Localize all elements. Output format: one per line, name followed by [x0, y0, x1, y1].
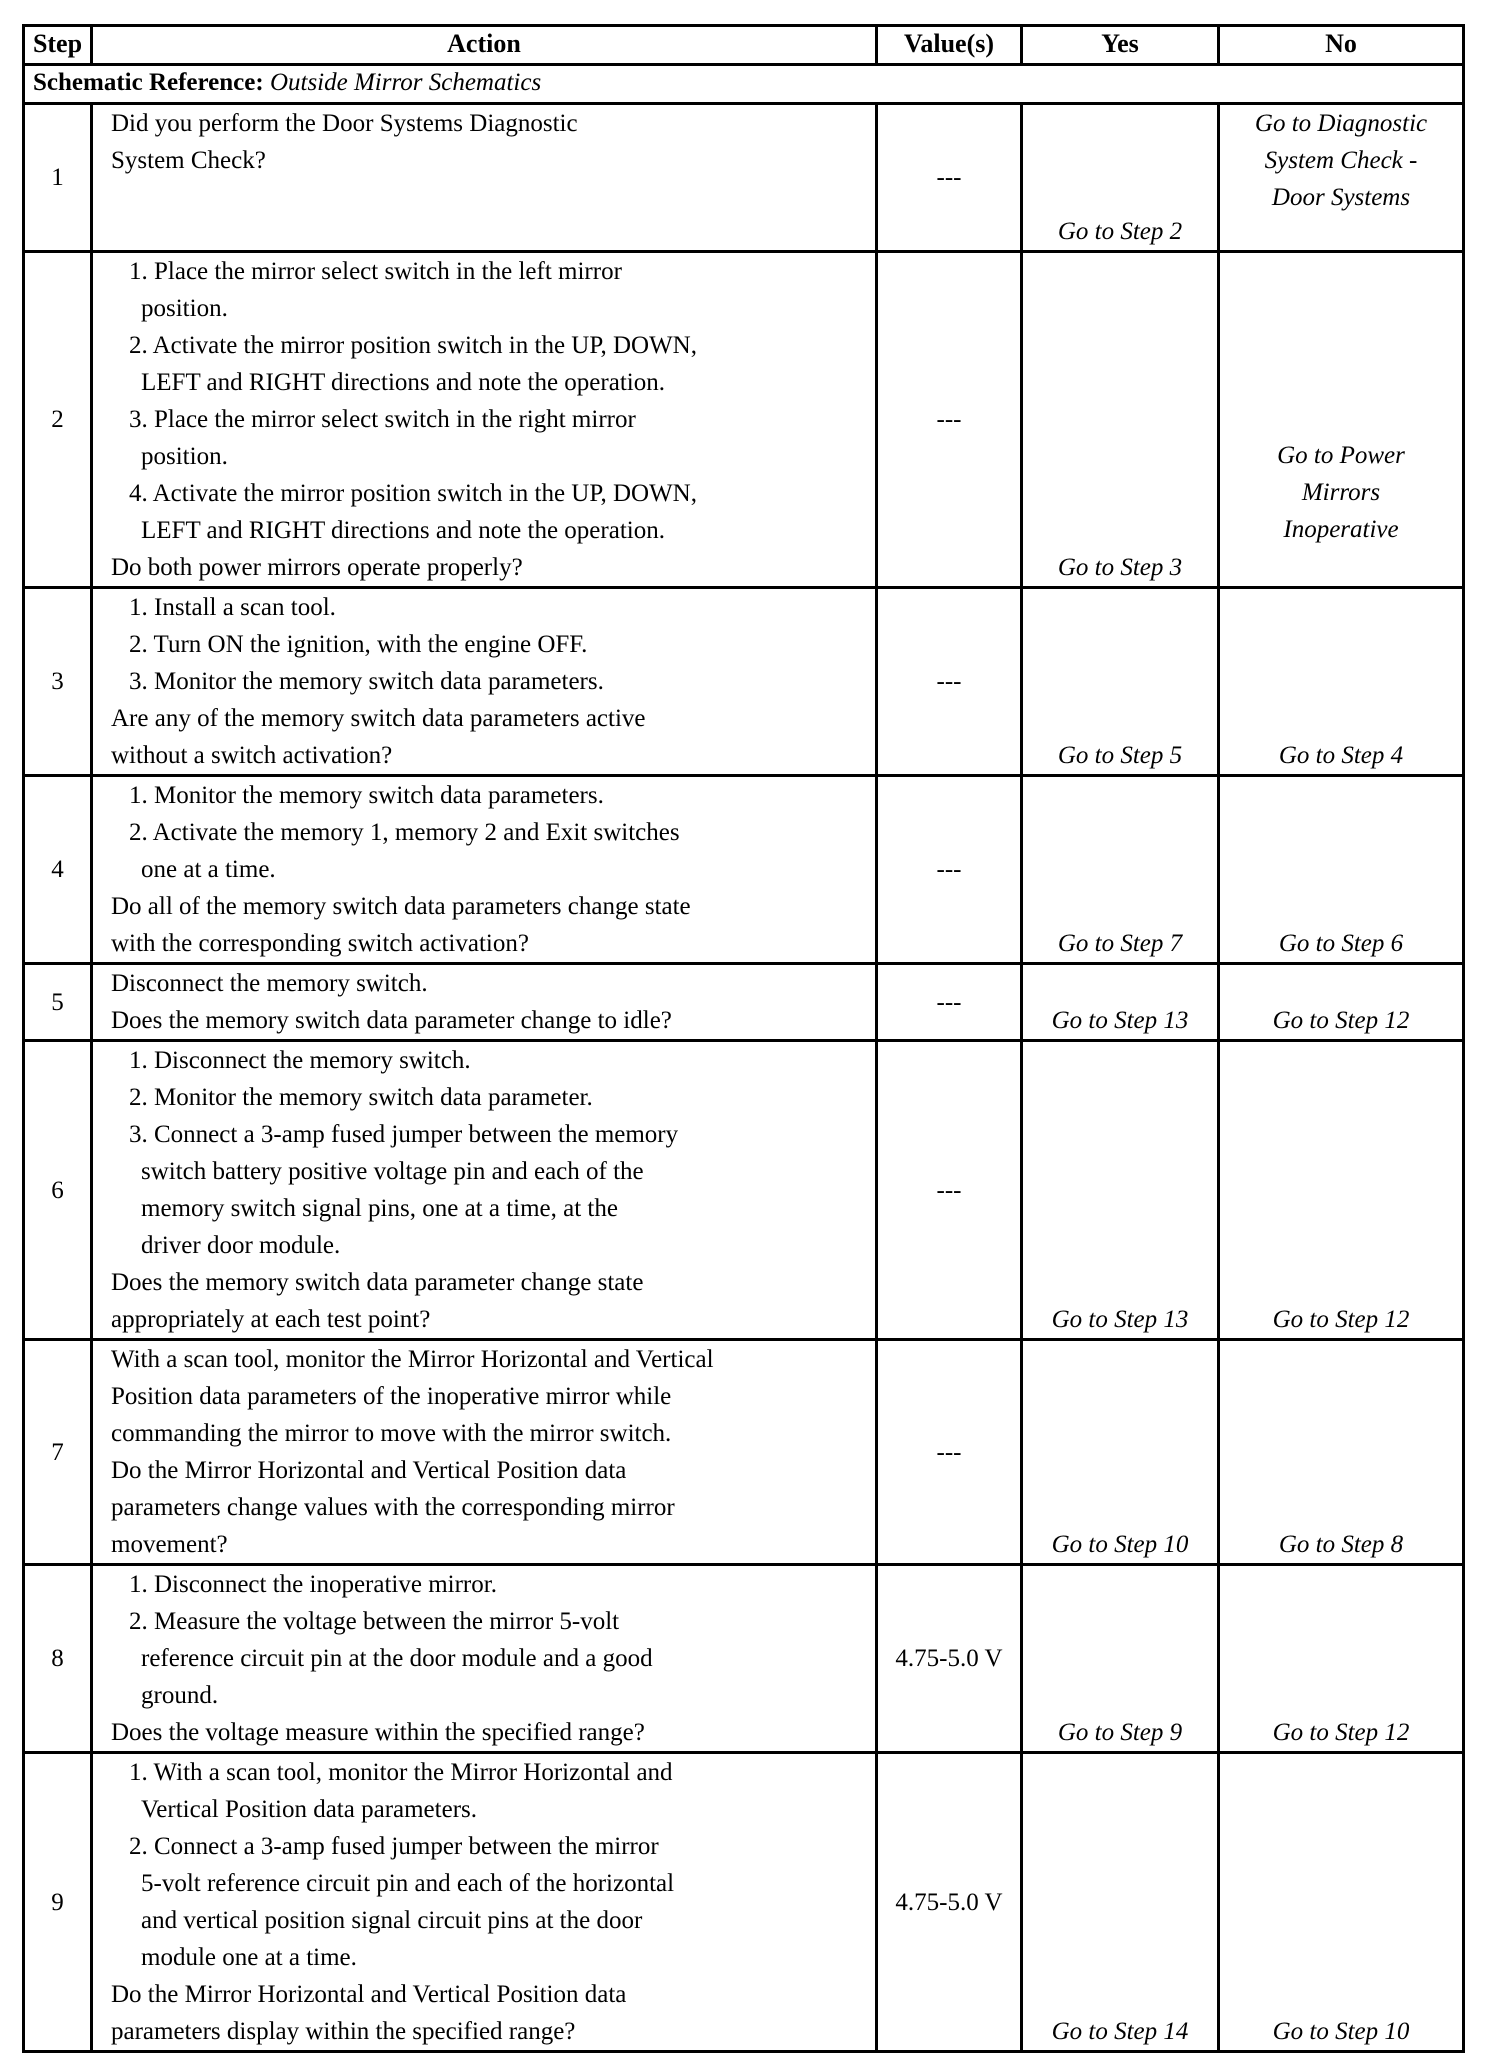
yes-link[interactable]: Go to Step 5 — [1057, 742, 1183, 769]
yes-link[interactable]: Go to Step 14 — [1051, 2018, 1189, 2045]
table-row — [24, 1340, 1464, 1565]
header-action: Action — [92, 26, 877, 65]
action-question: appropriately at each test point? — [111, 1306, 431, 1333]
step-number: 2 — [24, 252, 92, 588]
yes-cell — [1022, 1340, 1219, 1565]
action-line: commanding the mirror to move with the mirror switch. — [111, 1420, 672, 1447]
action-step-item: 1. Disconnect the memory switch. — [129, 1047, 471, 1074]
action-step-item: 2. Connect a 3-amp fused jumper between the mirror — [129, 1833, 659, 1860]
schematic-reference — [24, 65, 1464, 104]
yes-cell — [1022, 588, 1219, 776]
no-link[interactable]: Go to Step 6 — [1278, 930, 1404, 957]
action-line: Does the memory switch data parameter change to idle? — [111, 1007, 672, 1034]
action-line: parameters change values with the corresponding mirror — [111, 1494, 675, 1521]
value-cell: --- — [877, 588, 1022, 776]
action-line: With a scan tool, monitor the Mirror Horizontal and Vertical — [111, 1346, 714, 1373]
no-link[interactable]: Go to Step 12 — [1272, 1719, 1410, 1746]
action-step-item: driver door module. — [141, 1232, 341, 1259]
yes-link[interactable]: Go to Step 9 — [1057, 1719, 1183, 1746]
action-step-item: 2. Activate the mirror position switch in the UP, DOWN, — [129, 332, 697, 359]
action-step-item: LEFT and RIGHT directions and note the operation. — [141, 369, 665, 396]
no-cell — [1219, 1340, 1464, 1565]
table-row — [24, 1565, 1464, 1753]
action-step-item: 5-volt reference circuit pin and each of the horizontal — [141, 1870, 675, 1897]
no-link[interactable] — [1220, 437, 1462, 548]
action-cell — [92, 964, 877, 1041]
schematic-link[interactable]: Outside Mirror Schematics — [269, 69, 542, 96]
no-link[interactable]: Go to Step 4 — [1278, 742, 1404, 769]
yes-link[interactable]: Go to Step 2 — [1057, 218, 1183, 245]
action-question: Does the memory switch data parameter change state — [111, 1269, 644, 1296]
no-link-line: Go to Power — [1277, 442, 1405, 469]
no-link-line: Door Systems — [1271, 184, 1411, 211]
action-step-item: reference circuit pin at the door module and a good — [141, 1645, 653, 1672]
header-row — [24, 26, 1464, 65]
no-link[interactable]: Go to Step 12 — [1272, 1306, 1410, 1333]
value-cell: --- — [877, 776, 1022, 964]
action-step-item: position. — [141, 295, 228, 322]
yes-cell — [1022, 1565, 1219, 1753]
value-cell: --- — [877, 104, 1022, 252]
action-step-item: 3. Connect a 3-amp fused jumper between the memory — [129, 1121, 679, 1148]
step-number: 3 — [24, 588, 92, 776]
action-line: Did you perform the Door Systems Diagnostic — [111, 110, 578, 137]
action-step-item: memory switch signal pins, one at a time, at the — [141, 1195, 618, 1222]
header-step: Step — [24, 26, 92, 65]
action-question: with the corresponding switch activation? — [111, 930, 529, 957]
table-row — [24, 1753, 1464, 2052]
action-step-item: LEFT and RIGHT directions and note the operation. — [141, 517, 665, 544]
value-cell: --- — [877, 252, 1022, 588]
no-cell — [1219, 1041, 1464, 1340]
yes-cell — [1022, 104, 1219, 252]
action-question: Do the Mirror Horizontal and Vertical Position data — [111, 1981, 627, 2008]
step-number: 9 — [24, 1753, 92, 2052]
action-line: System Check? — [111, 147, 266, 174]
no-link[interactable] — [1220, 105, 1462, 216]
no-cell — [1219, 964, 1464, 1041]
value-cell: --- — [877, 1041, 1022, 1340]
step-number: 6 — [24, 1041, 92, 1340]
action-question: Does the voltage measure within the specified range? — [111, 1719, 645, 1746]
no-link[interactable]: Go to Step 8 — [1278, 1531, 1404, 1558]
action-step-item: one at a time. — [141, 856, 276, 883]
action-step-item: module one at a time. — [141, 1944, 357, 1971]
header-yes: Yes — [1022, 26, 1219, 65]
action-step-item: 2. Monitor the memory switch data parameter. — [129, 1084, 593, 1111]
no-cell — [1219, 104, 1464, 252]
action-line: Disconnect the memory switch. — [111, 970, 428, 997]
yes-link[interactable]: Go to Step 7 — [1057, 930, 1183, 957]
yes-cell — [1022, 1753, 1219, 2052]
action-step-item: Vertical Position data parameters. — [141, 1796, 477, 1823]
action-question: Do both power mirrors operate properly? — [111, 554, 523, 581]
action-cell — [92, 1340, 877, 1565]
action-cell — [92, 252, 877, 588]
action-cell — [92, 776, 877, 964]
action-line: movement? — [111, 1531, 228, 1558]
action-cell — [92, 104, 877, 252]
action-cell — [92, 1753, 877, 2052]
action-step-item: ground. — [141, 1682, 219, 1709]
yes-cell — [1022, 776, 1219, 964]
action-step-item: 3. Monitor the memory switch data parameters. — [129, 668, 604, 695]
yes-cell — [1022, 252, 1219, 588]
action-line: Position data parameters of the inoperative mirror while — [111, 1383, 672, 1410]
action-step-item: 1. Disconnect the inoperative mirror. — [129, 1571, 497, 1598]
action-question: Are any of the memory switch data parameters active — [111, 705, 646, 732]
step-number: 7 — [24, 1340, 92, 1565]
no-link[interactable]: Go to Step 10 — [1272, 2018, 1410, 2045]
value-cell: --- — [877, 964, 1022, 1041]
table-row — [24, 104, 1464, 252]
step-number: 4 — [24, 776, 92, 964]
yes-link[interactable]: Go to Step 3 — [1057, 554, 1183, 581]
yes-cell — [1022, 1041, 1219, 1340]
no-link-line: System Check - — [1264, 147, 1418, 174]
no-cell — [1219, 776, 1464, 964]
yes-link[interactable]: Go to Step 13 — [1051, 1306, 1189, 1333]
no-cell — [1219, 588, 1464, 776]
no-cell — [1219, 1753, 1464, 2052]
action-step-item: 1. Install a scan tool. — [129, 594, 336, 621]
schematic-label: Schematic Reference: — [33, 69, 264, 96]
step-number: 1 — [24, 104, 92, 252]
no-link[interactable]: Go to Step 12 — [1272, 1007, 1410, 1034]
action-step-item: 1. Monitor the memory switch data parameters. — [129, 782, 604, 809]
diagnostic-table — [22, 24, 1465, 2053]
no-link-line: Inoperative — [1283, 516, 1399, 543]
action-step-item: switch battery positive voltage pin and each of the — [141, 1158, 644, 1185]
yes-link[interactable]: Go to Step 10 — [1051, 1531, 1189, 1558]
action-step-item: 1. Place the mirror select switch in the left mirror — [129, 258, 622, 285]
value-cell: 4.75-5.0 V — [877, 1753, 1022, 2052]
action-step-item: 2. Activate the memory 1, memory 2 and Exit switches — [129, 819, 680, 846]
value-cell: 4.75-5.0 V — [877, 1565, 1022, 1753]
action-question: Do all of the memory switch data parameters change state — [111, 893, 691, 920]
header-values: Value(s) — [877, 26, 1022, 65]
value-cell: --- — [877, 1340, 1022, 1565]
no-link-line: Mirrors — [1301, 479, 1381, 506]
action-step-item: 2. Turn ON the ignition, with the engine OFF. — [129, 631, 588, 658]
yes-cell — [1022, 964, 1219, 1041]
action-cell — [92, 1565, 877, 1753]
yes-link[interactable]: Go to Step 13 — [1051, 1007, 1189, 1034]
table-row — [24, 252, 1464, 588]
action-question: without a switch activation? — [111, 742, 393, 769]
action-cell — [92, 588, 877, 776]
action-step-item: 4. Activate the mirror position switch in the UP, DOWN, — [129, 480, 697, 507]
table-row — [24, 776, 1464, 964]
action-question: parameters display within the specified range? — [111, 2018, 576, 2045]
table-row — [24, 1041, 1464, 1340]
action-line: Do the Mirror Horizontal and Vertical Position data — [111, 1457, 627, 1484]
action-step-item: and vertical position signal circuit pins at the door — [141, 1907, 643, 1934]
step-number: 5 — [24, 964, 92, 1041]
schematic-reference-row — [24, 65, 1464, 104]
no-cell — [1219, 1565, 1464, 1753]
action-step-item: 1. With a scan tool, monitor the Mirror Horizontal and — [129, 1759, 673, 1786]
action-step-item: position. — [141, 443, 228, 470]
action-cell — [92, 1041, 877, 1340]
action-step-item: 3. Place the mirror select switch in the right mirror — [129, 406, 636, 433]
table-row — [24, 964, 1464, 1041]
step-number: 8 — [24, 1565, 92, 1753]
table-row — [24, 588, 1464, 776]
no-cell — [1219, 252, 1464, 588]
header-no: No — [1219, 26, 1464, 65]
action-step-item: 2. Measure the voltage between the mirror 5-volt — [129, 1608, 620, 1635]
no-link-line: Go to Diagnostic — [1254, 110, 1428, 137]
